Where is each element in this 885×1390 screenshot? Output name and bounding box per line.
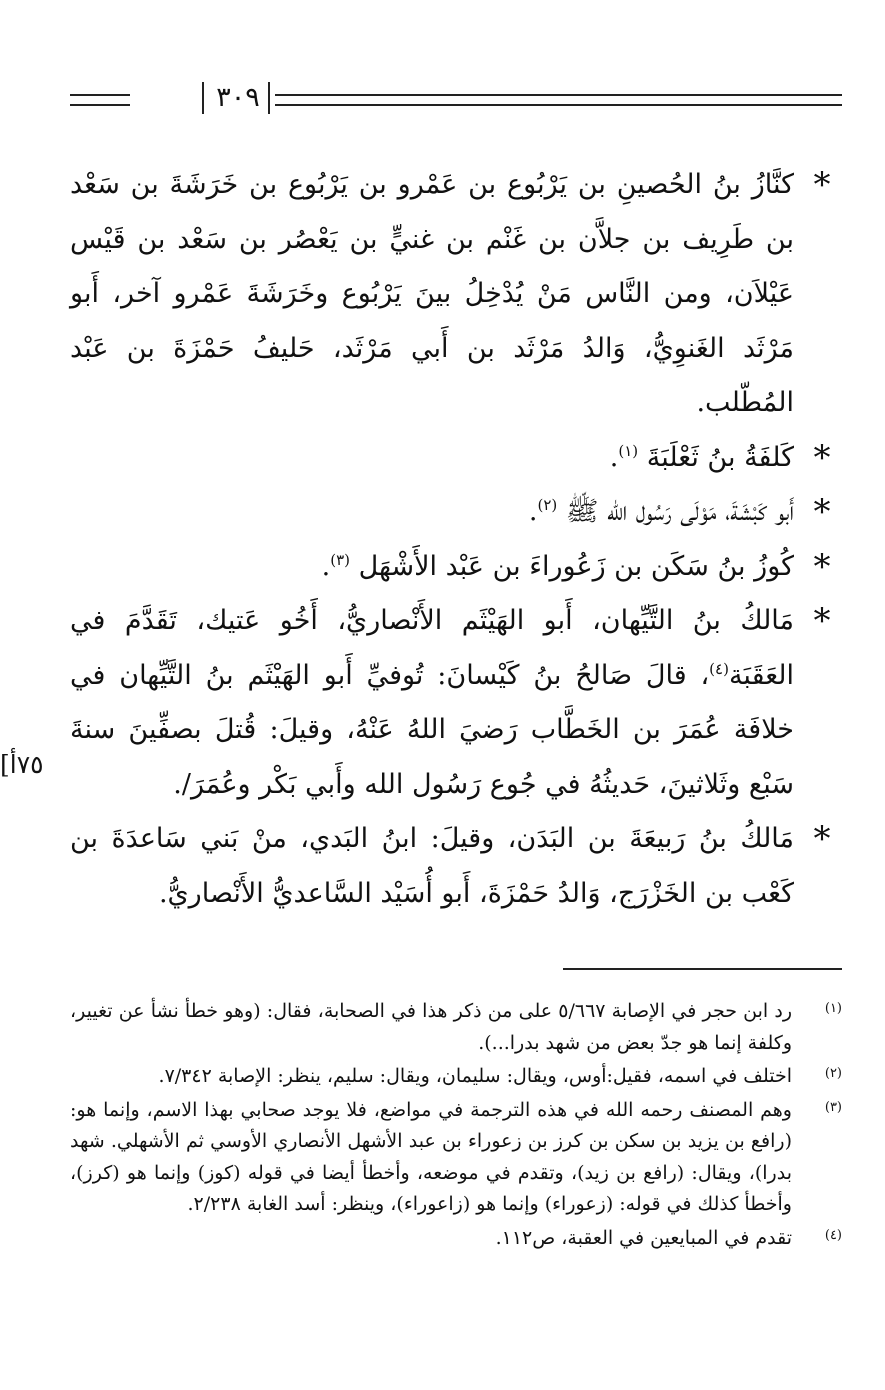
entry-text-end: .	[609, 441, 619, 473]
entry-text: كَلفَةُ بنُ ثَعْلَبَةَ	[646, 441, 794, 473]
header-divider	[202, 82, 204, 114]
footnote	[70, 1061, 842, 1093]
entry-text: كُوزُ بنُ سَكَن بن زَعُوراءَ بن عَبْد الأَشْهَل	[358, 550, 794, 582]
footnote-ref[interactable]: (١)	[618, 441, 639, 460]
asterisk-icon: *	[813, 601, 831, 641]
manuscript-folio-marker: [٧٥أ	[0, 750, 44, 779]
asterisk-icon: *	[813, 165, 831, 205]
footnote	[70, 1095, 842, 1221]
entry-text-end: .	[528, 496, 538, 527]
header-rule-right	[275, 94, 842, 106]
entry-text: أَبو كَبْشَةَ، مَوْلَى رَسُول الله ﷺ	[565, 496, 794, 527]
entry-2	[70, 431, 842, 486]
main-text	[70, 158, 842, 921]
footnote-text: تقدم في المبايعين في العقبة، ص١١٢.	[495, 1226, 792, 1249]
entry-text: كنَّازُ بنُ الحُصينِ بن يَرْبُوع بن عَمْرو بن يَرْبُوع بن خَرَشَةَ بن سَعْد بن طَرِيف بن جلاَّن بن غَنْم بن غنيٍّ بن يَعْصُر بن سَعْد بن قَيْس عَيْلاَن، ومن النَّاس مَنْ يُدْخِلُ بينَ يَرْبُوع وخَرَشَةَ عَمْرو آخر، أَبو مَرْثَد الغَنوِيُّ، وَالدُ مَرْثَد بن أَبي مَرْثَد، حَليفُ حَمْزَةَ بن عَبْد المُطّلب.	[70, 169, 794, 418]
footnote-text: رد ابن حجر في الإصابة ٥/٦٦٧ على من ذكر هذا في الصحابة، فقال: (وهو خطأ نشأ عن تغيير، وكلفة إنما هو جدّ بعض من شهد بدرا...).	[70, 1000, 792, 1054]
footnote-separator	[563, 968, 842, 970]
header-rule-left	[70, 94, 130, 106]
entry-4	[70, 540, 842, 595]
asterisk-icon: *	[813, 437, 831, 478]
entry-3	[70, 485, 842, 540]
entry-text: مَالكُ بنُ رَبيعَةَ بن البَدَن، وقيلَ: ابنُ البَدي، منْ بَني سَاعدَةَ بن كَعْب بن الخَزْرَج، وَالدُ حَمْزَةَ، أَبو أُسَيْد السَّاعديُّ الأَنْصاريُّ.	[70, 823, 794, 909]
footnote-text: وهم المصنف رحمه الله في هذه الترجمة في مواضع، فلا يوجد صحابي بهذا الاسم، وإنما هو: (رافع بن يزيد بن سكن بن كرز بن زعوراء بن عبد الأشهل الأنصاري الأوسي ثم الأشهلي. شهد بدرا)، ويقال: (رافع بن زيد)، وتقدم في موضعه، وأخطأ أيضا في قوله (كوز) وإنما هو (كرز)، وأخطأ كذلك في قوله: (زعوراء) وإنما هو (زاعوراء)، وينظر: أسد الغابة ٢/٢٣٨.	[70, 1098, 792, 1215]
entry-text: مَالكُ بنُ التَّيِّهان، أَبو الهَيْثَم الأَنْصاريُّ، أَخُو عَتيك، تَقَدَّمَ في العَقَبَة	[70, 605, 794, 691]
page-number: ٣٠٩	[216, 82, 260, 113]
footnote-ref[interactable]: (٤)	[709, 659, 729, 678]
footnote-number: (٤)	[824, 1227, 842, 1243]
asterisk-icon: *	[813, 546, 831, 587]
entry-1	[70, 158, 842, 431]
footnote-ref[interactable]: (٢)	[537, 496, 558, 514]
footnote-number: (٣)	[824, 1099, 842, 1115]
footnote-number: (٢)	[824, 1066, 842, 1081]
entry-6	[70, 812, 842, 921]
entry-5	[70, 594, 842, 812]
footnote	[70, 1223, 842, 1255]
header-divider	[268, 82, 270, 114]
footnote-text: اختلف في اسمه، فقيل:أوس، ويقال: سليمان، ويقال: سليم، ينظر: الإصابة ٧/٣٤٢.	[158, 1065, 792, 1087]
page-header	[70, 80, 842, 120]
footnotes	[70, 996, 842, 1256]
footnote	[70, 996, 842, 1059]
entry-text-end: .	[321, 550, 331, 582]
footnote-number: (١)	[824, 1001, 842, 1016]
asterisk-icon: *	[813, 819, 831, 859]
asterisk-icon: *	[813, 492, 831, 532]
footnote-ref[interactable]: (٣)	[330, 550, 351, 569]
entry-text-end: ، قالَ صَالحُ بنُ كَيْسانَ: تُوفيِّ أَبو الهَيْثَم بنُ التَّيِّهان في خلافَة عُمَرَ بن الخَطَّاب رَضيَ اللهُ عَنْهُ، وقيلَ: قُتلَ بصفِّينَ سنةَ سَبْع وثَلاثينَ، حَديثُهُ في جُوع رَسُول الله وأَبي بَكْر وعُمَرَ/.	[70, 659, 794, 800]
